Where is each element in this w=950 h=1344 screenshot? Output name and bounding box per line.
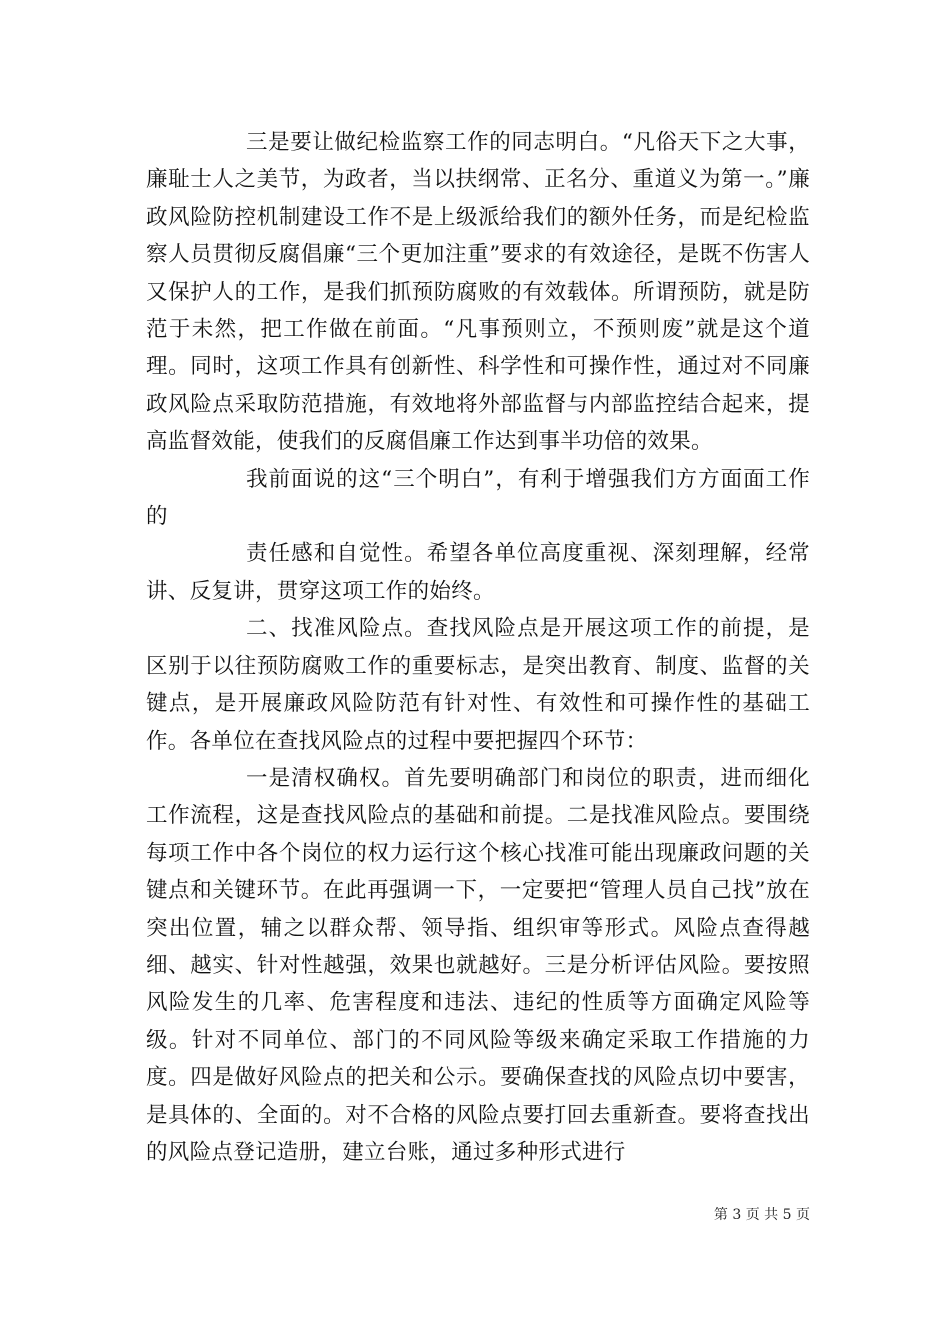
paragraph-find-risk-points: 二、找准风险点。查找风险点是开展这项工作的前提，是区别于以往预防腐败工作的重要标志，是突出教育、制度、监督的关键点，是开展廉政风险防范有针对性、有效性和可操作性的基础工作。各单位在查找风险点的过程中要把握四个环节： [146, 616, 810, 754]
document-body [146, 124, 810, 1171]
paragraph-four-steps: 一是清权确权。首先要明确部门和岗位的职责，进而细化工作流程，这是查找风险点的基础和前提。二是找准风险点。要围绕每项工作中各个岗位的权力运行这个核心找准可能出现廉政问题的关键点和关键环节。在此再强调一下，一定要把“管理人员自己找”放在突出位置，辅之以群众帮、领导指、组织审等形式。风险点查得越细、越实、针对性越强，效果也就越好。三是分析评估风险。要按照风险发生的几率、危害程度和违法、违纪的性质等方面确定风险等级。针对不同单位、部门的不同风险等级来确定采取工作措施的力度。四是做好风险点的把关和公示。要确保查找的风险点切中要害，是具体的、全面的。对不合格的风险点要打回去重新查。要将查找出的风险点登记造册，建立台账，通过多种形式进行 [146, 765, 810, 1165]
paragraph-summary-start: 我前面说的这“三个明白”，有利于增强我们方方面面工作的 [146, 466, 810, 530]
paragraph-summary-continued: 责任感和自觉性。希望各单位高度重视、深刻理解，经常讲、反复讲，贯穿这项工作的始终。 [146, 541, 810, 604]
page-number: 第 3 页 共 5 页 [713, 1207, 810, 1223]
paragraph-three-understandings: 三是要让做纪检监察工作的同志明白。“凡俗天下之大事，廉耻士人之美节，为政者，当以扶纲常、正名分、重道义为第一。”廉政风险防控机制建设工作不是上级派给我们的额外任务，而是纪检监察人员贯彻反腐倡廉“三个更加注重”要求的有效途径，是既不伤害人又保护人的工作，是我们抓预防腐败的有效载体。所谓预防，就是防范于未然，把工作做在前面。“凡事预则立，不预则废”就是这个道理。同时，这项工作具有创新性、科学性和可操作性，通过对不同廉政风险点采取防范措施，有效地将外部监督与内部监控结合起来，提高监督效能，使我们的反腐倡廉工作达到事半功倍的效果。 [146, 130, 810, 455]
